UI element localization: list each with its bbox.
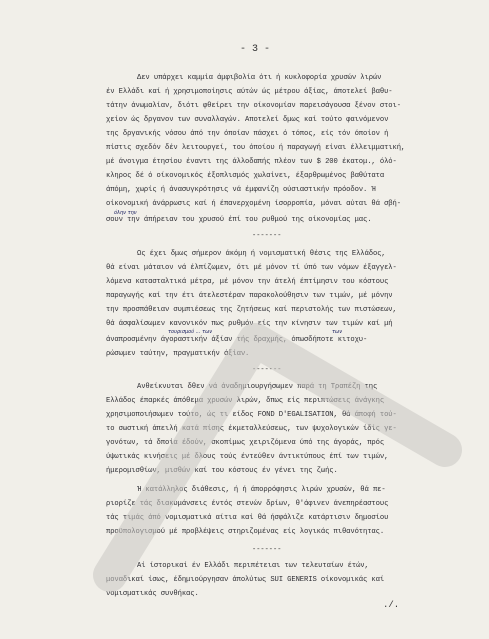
text-line: οίκονομική άνάρρωσις καί ή έπανερχομένη ίσορροπία, μόναι αύται θά σβή- (106, 200, 401, 208)
text-line: μοναδικαί ίσως, έδημιούργησαν άπολύτως SUI GENERIS οίκονομικάς καί (106, 576, 385, 584)
text-line: χείον ώς δργανον των συναλλαγών. Αποτελεί δμως καί τούτο φαινόμενον (106, 116, 389, 124)
text-line: σουν την άπήρειαν του χρυσού έπί του ρυθμού της οίκονομίας μας. (106, 216, 372, 224)
text-line: νομισματικάς συνθήκας. (106, 590, 199, 598)
text-line: της δργανικής νόσου άπό την όποίαν πάσχει ό τόπος, είς τόν όποίον ή (106, 130, 389, 138)
text-line: έν Ελλάδι καί ή χρησιμοποίησις αύτών ώς μέτρου άξίας, άποτελεί βαθυ- (106, 88, 393, 96)
separator: ------- (252, 232, 282, 240)
text-line: ύψωτικάς κινήσεις μέ δλους τούς έντεύθεν άντικτύπους έπί των τιμών, (106, 453, 389, 461)
text-line: λόμενα κατασταλτικά μέτρα, μέ μόνον την άτελή έπτίμησιν του κόστους (106, 278, 389, 286)
text-line: άπόμη, χωρίς ή άνασυγκρότησις νά έμφανίζη ούσιαστικήν πρόοδον. Ή (106, 186, 376, 194)
handwritten-note: τουρισμού ... των (168, 329, 213, 335)
text-line: πίστις σχεδόν δέν λειτουργεί, του όποίου ή παραγωγή είναι έλλειμματική, (106, 144, 406, 152)
text-line: την προσπάθειαν συμπιέσεως της ζητήσεως καί περιστολής των πιστώσεων, (106, 306, 397, 314)
text-line: Ως έχει δμως σήμερον άκόμη ή νομισματική θέσις της Ελλάδος, (137, 250, 386, 258)
text-line: Αί ίστορικαί έν Ελλάδι περιπέτειαι των τελευταίων έτών, (137, 562, 369, 570)
text-line: άναπροσμένην άγοραστικήν άξίαν τής δραχμής, όπωσδήποτε κιτοχυ- (106, 336, 368, 344)
separator: ------- (252, 546, 282, 554)
text-line: θά είναι μάταιον νά έλπίζωμεν, ότι μέ μόνον τί ύπό των νόμων έξαγγελ- (106, 264, 397, 272)
text-line: γονότων, τά δποία έδούν, σκοπίμως χειριζόμενα ύπό της άγοράς, πρός (106, 439, 385, 447)
text-line: ρώσωμεν ταύτην, πραγματικήν άξίαν. (106, 350, 250, 358)
text-line: τάτην άνωμαλίαν, διότι φθείρει την οίκονομίαν παρεισάγουσα ξένον στοι- (106, 102, 401, 110)
handwritten-note: των (332, 329, 342, 335)
text-line: κληρος δέ ό οίκονομικός έξοπλισμός χωλαίνει, έξαρθρωμένος βαθύτατα (106, 172, 385, 180)
handwritten-note: όλην την (114, 210, 137, 216)
text-line: Ανθείκνυται δθεν νά άναδημιουργήσωμεν παρά τη Τραπέζη της (137, 383, 378, 391)
text-line: Ελλάδος έπαρκές άπόθεμα χρυσών λιρών, δπως είς περιπτώσεις άνάγκης (106, 397, 385, 405)
text-line: Ή κατάλληλος διάθεσις, ή ή άπορρόφησις λιρών χρυσών, θά πε- (137, 486, 386, 494)
text-line: χρησιμοποιήσωμεν τούτο, ώς τι είδος FOND D'EGALISATION, θά άποφή τού- (106, 411, 397, 419)
closing-mark: ./. (383, 600, 400, 610)
text-line: προϋπολογισμού μέ προβλέψεις στηριζομένας είς λογικάς πιθανότητας. (106, 528, 385, 536)
page-number: - 3 - (240, 44, 271, 55)
text-line: το σωστική άπειλή κατά πίσης έκμεταλλεύσεως, των ψυχολογικών ίδίς γε- (106, 425, 397, 433)
text-line: ήμερομισθίων, μισθών καί του κόστους έν γένει της ζωής. (106, 467, 338, 475)
text-line: παραγωγής καί την έτι άτελεστέραν παρακολούθησιν των τιμών, μέ μόνην (106, 292, 393, 300)
text-line: μέ άνοιγμα έτησίου έναντι της άλλοδαπής πλέον των $ 200 έκατομ., όλό- (106, 158, 397, 166)
text-line: ριορίζε τάς διακυμάνσεις έντός στενών δρίων, θ'άφινεν άνεπηρέαστους (106, 500, 389, 508)
text-line: τάς τιμάς άπό νομισματικά αίτια καί θά ήσφάλιζε κατάρτισιν δημοσίου (106, 514, 389, 522)
text-line: Δεν υπάρχει καμμία άμφιβολία ότι ή κυκλοφορία χρυσών λιρών (137, 74, 382, 82)
text-line: θά άσφαλίσωμεν κανονικόν πως ρυθμόν είς την κίνησιν των τιμών καί μή (106, 320, 393, 328)
separator: ------- (252, 366, 282, 374)
